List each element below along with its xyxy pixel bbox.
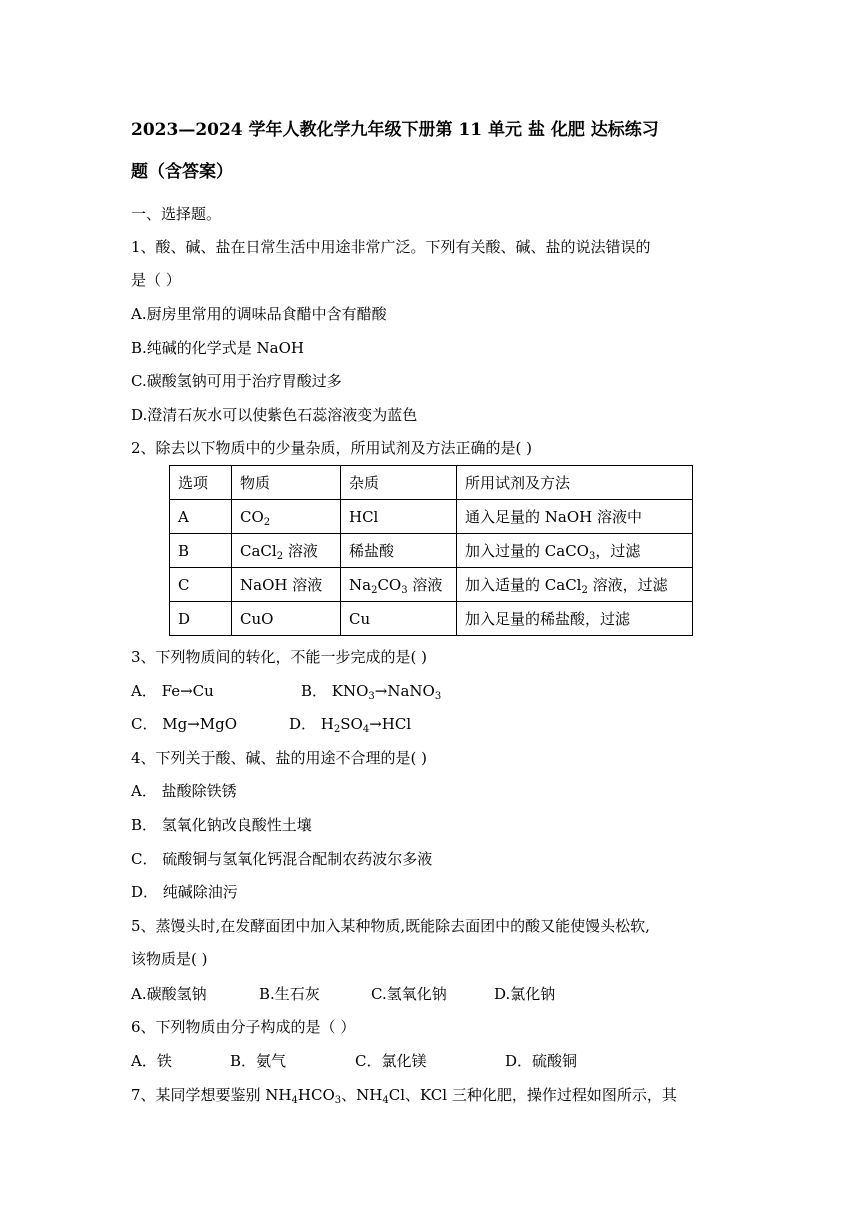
q2-table: [169, 465, 693, 636]
q4-option-d: D． 纯碱除油污: [131, 883, 238, 901]
q4-option-a: A． 盐酸除铁锈: [131, 782, 237, 800]
table-row: [170, 602, 693, 636]
table-cell-option: C: [170, 568, 232, 602]
table-cell-option: D: [170, 602, 232, 636]
q5-option-b: B.生石灰: [259, 985, 320, 1003]
q4-stem: 4、下列关于酸、碱、盐的用途不合理的是( ): [131, 749, 428, 767]
document-title-line1: 2023—2024 学年人教化学九年级下册第 11 单元 盐 化肥 达标练习: [131, 120, 659, 140]
q3-option-a: A． Fe→Cu: [131, 682, 214, 700]
table-cell-substance: CaCl$_2$ 溶液: [232, 534, 341, 568]
q6-option-d: D．硫酸铜: [505, 1052, 578, 1070]
table-cell-impurity: $Na_2CO_3$ 溶液: [341, 568, 457, 602]
q3-option-c: C． Mg→MgO: [131, 715, 238, 733]
table-row: [170, 534, 693, 568]
q5-option-a: A.碳酸氢钠: [131, 985, 207, 1003]
document-title-line2: 题（含答案）: [131, 162, 233, 182]
table-header-cell: 物质: [232, 466, 341, 500]
table-cell-method: 加入足量的稀盐酸，过滤: [457, 602, 693, 636]
table-cell-substance: NaOH 溶液: [232, 568, 341, 602]
q3-option-b: B． $KNO_3\to NaNO_3$: [301, 682, 442, 702]
table-header-cell: 选项: [170, 466, 232, 500]
q1-option-d: D.澄清石灰水可以使紫色石蕊溶液变为蓝色: [131, 406, 418, 424]
q6-option-b: B．氨气: [230, 1052, 287, 1070]
q5-option-d: D.氯化钠: [494, 985, 556, 1003]
q5-stem-line2: 该物质是( ): [131, 950, 208, 968]
q6-option-c: C．氯化镁: [355, 1052, 427, 1070]
table-cell-substance: CuO: [232, 602, 341, 636]
section-heading: 一、选择题。: [131, 205, 222, 223]
table-cell-option: B: [170, 534, 232, 568]
q6-stem: 6、下列物质由分子构成的是（ ）: [131, 1018, 356, 1036]
q1-option-b: B.纯碱的化学式是 NaOH: [131, 339, 305, 357]
q4-option-c: C． 硫酸铜与氢氧化钙混合配制农药波尔多液: [131, 850, 433, 868]
table-header-cell: 杂质: [341, 466, 457, 500]
table-header-row: [170, 466, 693, 500]
q1-option-a: A.厨房里常用的调味品食醋中含有醋酸: [131, 305, 387, 323]
q1-stem-line1: 1、酸、碱、盐在日常生活中用途非常广泛。下列有关酸、碱、盐的说法错误的: [131, 238, 651, 256]
q1-option-c: C.碳酸氢钠可用于治疗胃酸过多: [131, 372, 342, 390]
q3-option-d: D． $H_2SO_4\to HCl$: [289, 715, 412, 735]
table-cell-method: 通入足量的 NaOH 溶液中: [457, 500, 693, 534]
table-row: [170, 500, 693, 534]
q7-stem: 7、某同学想要鉴别 $NH_4HCO_3$、$NH_4Cl$、KCl 三种化肥，操作过程如图所示，其: [131, 1086, 677, 1106]
q5-option-c: C.氢氧化钠: [371, 985, 447, 1003]
q5-stem-line1: 5、蒸馒头时,在发酵面团中加入某种物质,既能除去面团中的酸又能使馒头松软,: [131, 917, 650, 935]
q3-stem: 3、下列物质间的转化，不能一步完成的是( ): [131, 648, 428, 666]
q6-option-a: A．铁: [131, 1052, 172, 1070]
table-row: [170, 568, 693, 602]
table-cell-method: 加入适量的 CaCl$_2$ 溶液，过滤: [457, 568, 693, 602]
table-cell-method: 加入过量的 CaCO$_3$，过滤: [457, 534, 693, 568]
table-cell-impurity: HCl: [341, 500, 457, 534]
table-cell-impurity: Cu: [341, 602, 457, 636]
table-cell-option: A: [170, 500, 232, 534]
table-cell-substance: $CO_2$: [232, 500, 341, 534]
table-cell-impurity: 稀盐酸: [341, 534, 457, 568]
q1-stem-line2: 是（ ）: [131, 271, 181, 289]
q4-option-b: B． 氢氧化钠改良酸性土壤: [131, 816, 312, 834]
table-header-cell: 所用试剂及方法: [457, 466, 693, 500]
q2-stem: 2、除去以下物质中的少量杂质，所用试剂及方法正确的是( ): [131, 439, 533, 457]
